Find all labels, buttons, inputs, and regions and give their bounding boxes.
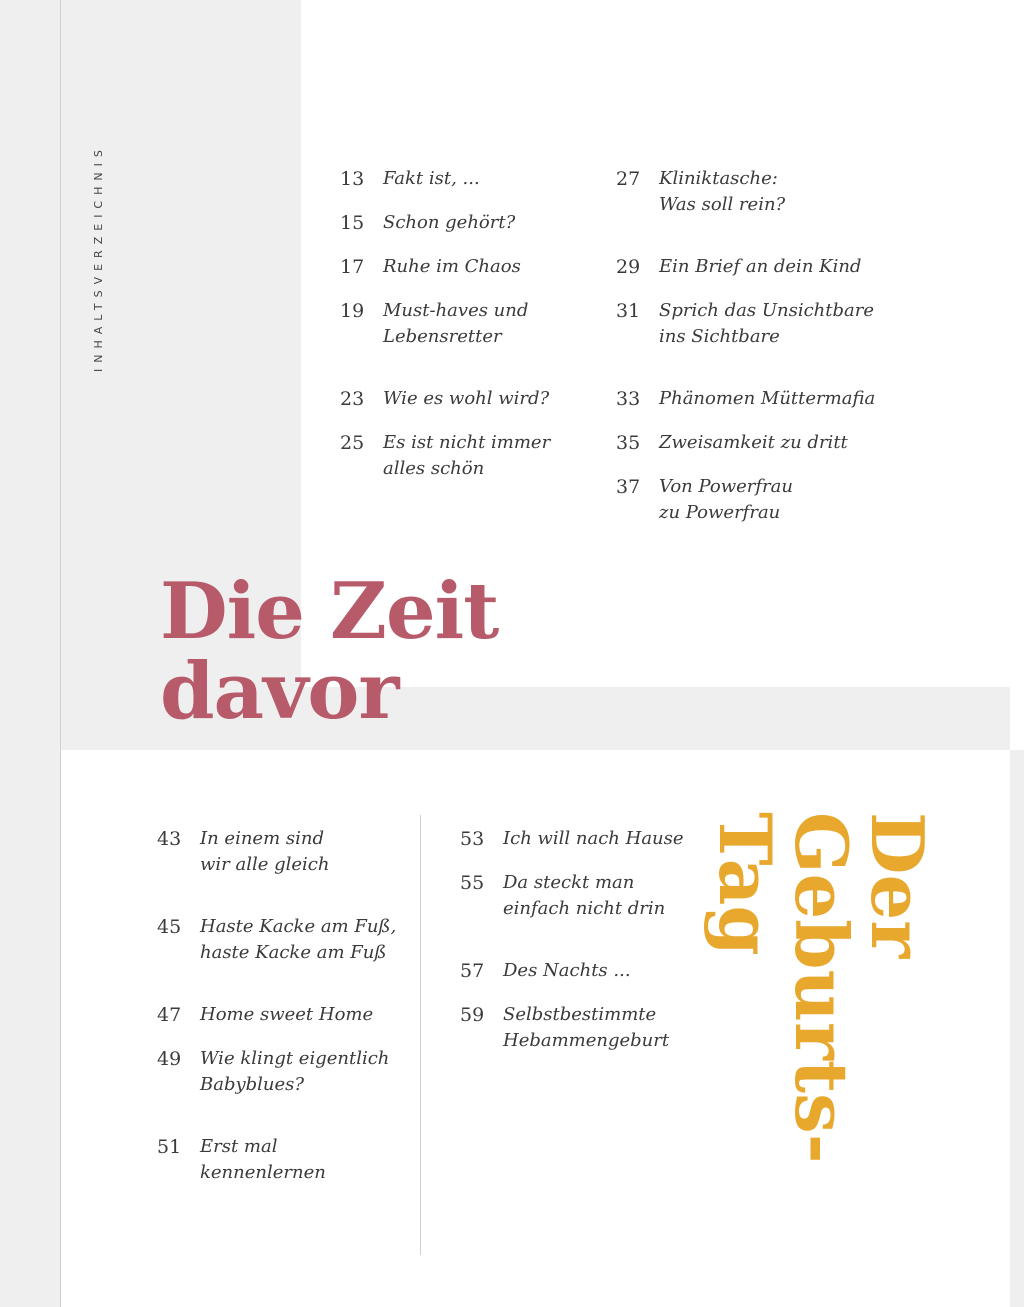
- entry-title: Home sweet Home: [200, 1004, 374, 1025]
- page-number: 53: [460, 828, 485, 850]
- entry-title: Phänomen Müttermafia: [659, 388, 876, 409]
- page-number: 51: [157, 1136, 182, 1158]
- section-heading-der-geburtstag: Der Geburts- Tag: [703, 812, 940, 1164]
- entry-title: Es ist nicht immer alles schön: [383, 432, 551, 479]
- page-number: 43: [157, 828, 182, 850]
- page-number: 37: [616, 476, 641, 498]
- page-number: 29: [616, 256, 641, 278]
- page-number: 49: [157, 1048, 182, 1070]
- entry-title: Des Nachts ...: [503, 960, 631, 981]
- entry-title: Von Powerfrau zu Powerfrau: [659, 476, 793, 523]
- page-number: 33: [616, 388, 641, 410]
- page-number: 23: [340, 388, 365, 410]
- page-number: 55: [460, 872, 485, 894]
- grey-band: [0, 687, 1010, 750]
- entry-title: Selbstbestimmte Hebammengeburt: [503, 1004, 670, 1051]
- section-heading-die-zeit-davor: Die Zeit davor: [160, 566, 499, 737]
- page-number: 47: [157, 1004, 182, 1026]
- entry-title: Schon gehört?: [383, 212, 516, 233]
- entry-title: In einem sind wir alle gleich: [200, 828, 330, 875]
- entry-title: Erst mal kennenlernen: [200, 1136, 326, 1183]
- page-number: 45: [157, 916, 182, 938]
- grey-strip-right: [1010, 750, 1024, 1307]
- page-edge-line: [60, 0, 61, 1307]
- page-number: 13: [340, 168, 365, 190]
- page-number: 35: [616, 432, 641, 454]
- entry-title: Fakt ist, ...: [383, 168, 480, 189]
- page-number: 31: [616, 300, 641, 322]
- entry-title: Ich will nach Hause: [503, 828, 684, 849]
- entry-title: Haste Kacke am Fuß, haste Kacke am Fuß: [200, 916, 397, 963]
- column-divider: [420, 815, 421, 1255]
- page-number: 59: [460, 1004, 485, 1026]
- page-number: 19: [340, 300, 365, 322]
- page-number: 17: [340, 256, 365, 278]
- entry-title: Sprich das Unsichtbare ins Sichtbare: [659, 300, 874, 347]
- entry-title: Wie klingt eigentlich Babyblues?: [200, 1048, 390, 1095]
- page-number: 27: [616, 168, 641, 190]
- entry-title: Wie es wohl wird?: [383, 388, 550, 409]
- page-number: 25: [340, 432, 365, 454]
- entry-title: Kliniktasche: Was soll rein?: [659, 168, 786, 215]
- page-number: 15: [340, 212, 365, 234]
- entry-title: Ruhe im Chaos: [383, 256, 521, 277]
- entry-title: Ein Brief an dein Kind: [659, 256, 862, 277]
- grey-strip-left: [0, 750, 60, 1307]
- page-number: 57: [460, 960, 485, 982]
- side-label: INHALTSVERZEICHNIS: [92, 144, 105, 372]
- entry-title: Zweisamkeit zu dritt: [659, 432, 848, 453]
- entry-title: Da steckt man einfach nicht drin: [503, 872, 666, 919]
- entry-title: Must-haves und Lebensretter: [383, 300, 529, 347]
